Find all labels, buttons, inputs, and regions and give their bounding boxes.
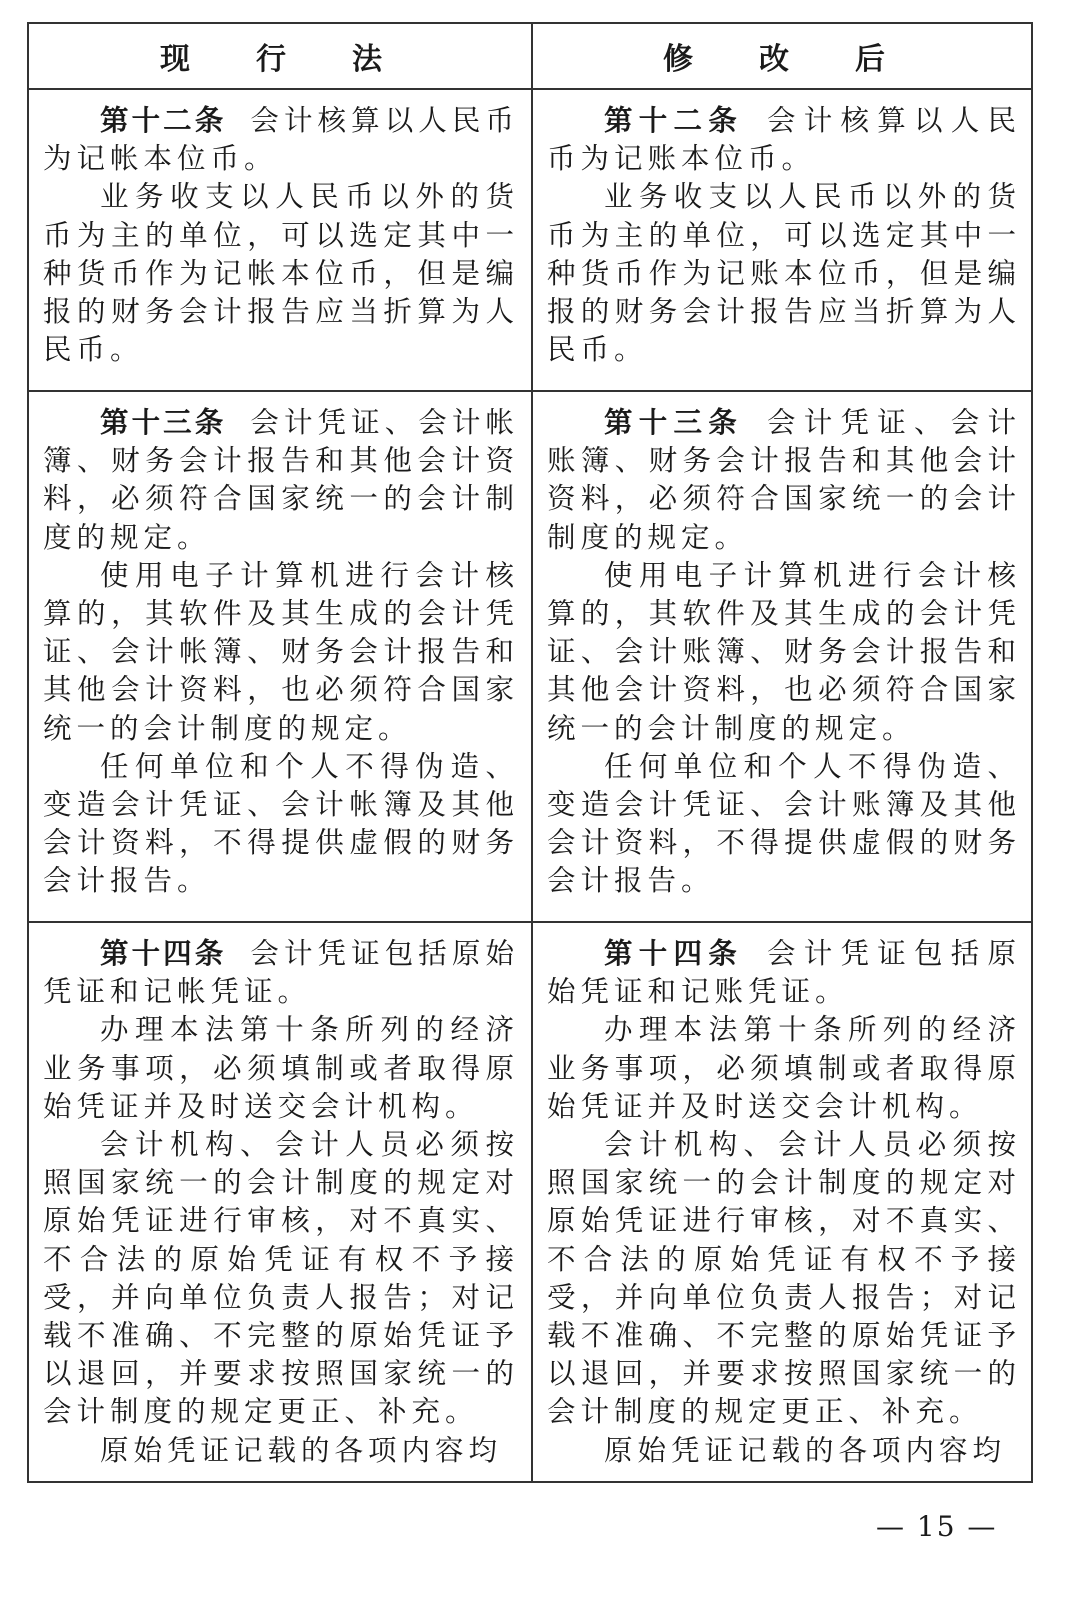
paragraph: 会计机构、会计人员必须按照国家统一的会计制度的规定对原始凭证进行审核，对不真实、不合法的原始凭证有权不予接受，并向单位负责人报告；对记载不准确、不完整的原始凭证予以退回，并要求按照国家统一的会计制度的规定更正、补充。 [43, 1128, 519, 1429]
article-label: 第十二条 [604, 104, 743, 137]
paragraph: 使用电子计算机进行会计核算的，其软件及其生成的会计凭证、会计帐簿、财务会计报告和其他会计资料，也必须符合国家统一的会计制度的规定。 [43, 558, 519, 745]
cell-current-article-12 [29, 102, 531, 369]
paragraph: 会计凭证、会计账簿、财务会计报告和其他会计资料，必须符合国家统一的会计制度的规定。 [547, 406, 1021, 554]
paragraph: 会计核算以人民币为记账本位币。 [547, 104, 1021, 176]
page-number: — 15 — [876, 1510, 998, 1543]
comparison-table [27, 22, 1033, 1483]
paragraph: 业务收支以人民币以外的货币为主的单位，可以选定其中一种货币作为记账本位币，但是编报的财务会计报告应当折算为人民币。 [547, 180, 1021, 367]
paragraph: 使用电子计算机进行会计核算的，其软件及其生成的会计凭证、会计账簿、财务会计报告和其他会计资料，也必须符合国家统一的会计制度的规定。 [547, 558, 1021, 745]
paragraph: 办理本法第十条所列的经济业务事项，必须填制或者取得原始凭证并及时送交会计机构。 [547, 1013, 1021, 1123]
paragraph: 任何单位和个人不得伪造、变造会计凭证、会计账簿及其他会计资料，不得提供虚假的财务会计报告。 [547, 749, 1021, 898]
paragraph: 任何单位和个人不得伪造、变造会计凭证、会计帐簿及其他会计资料，不得提供虚假的财务会计报告。 [43, 749, 519, 898]
paragraph: 原始凭证记载的各项内容均 [604, 1433, 1007, 1467]
paragraph: 办理本法第十条所列的经济业务事项，必须填制或者取得原始凭证并及时送交会计机构。 [43, 1013, 519, 1123]
paragraph: 原始凭证记载的各项内容均 [100, 1433, 503, 1467]
article-label: 第十二条 [100, 104, 227, 137]
article-label: 第十三条 [100, 406, 227, 439]
paragraph: 会计凭证、会计帐簿、财务会计报告和其他会计资料，必须符合国家统一的会计制度的规定。 [43, 406, 519, 554]
paragraph: 会计核算以人民币为记帐本位币。 [43, 104, 519, 176]
cell-current-article-13 [29, 404, 531, 901]
cell-revised-article-14 [533, 935, 1033, 1470]
article-label: 第十四条 [100, 937, 227, 970]
cell-revised-article-12 [533, 102, 1033, 369]
header-divider [29, 88, 1031, 90]
row-divider [29, 921, 1031, 923]
paragraph: 会计机构、会计人员必须按照国家统一的会计制度的规定对原始凭证进行审核，对不真实、不合法的原始凭证有权不予接受，并向单位负责人报告；对记载不准确、不完整的原始凭证予以退回，并要求按照国家统一的会计制度的规定更正、补充。 [547, 1128, 1021, 1429]
cell-current-article-14 [29, 935, 531, 1470]
header-current-law: 现 行 法 [160, 42, 400, 77]
paragraph: 会计凭证包括原始凭证和记账凭证。 [547, 937, 1021, 1009]
paragraph: 业务收支以人民币以外的货币为主的单位，可以选定其中一种货币作为记帐本位币，但是编报的财务会计报告应当折算为人民币。 [43, 180, 519, 367]
article-label: 第十三条 [604, 406, 743, 439]
row-divider [29, 390, 1031, 392]
header-revised: 修 改 后 [663, 42, 903, 77]
cell-revised-article-13 [533, 404, 1033, 901]
article-label: 第十四条 [604, 937, 743, 970]
paragraph: 会计凭证包括原始凭证和记帐凭证。 [43, 937, 519, 1009]
